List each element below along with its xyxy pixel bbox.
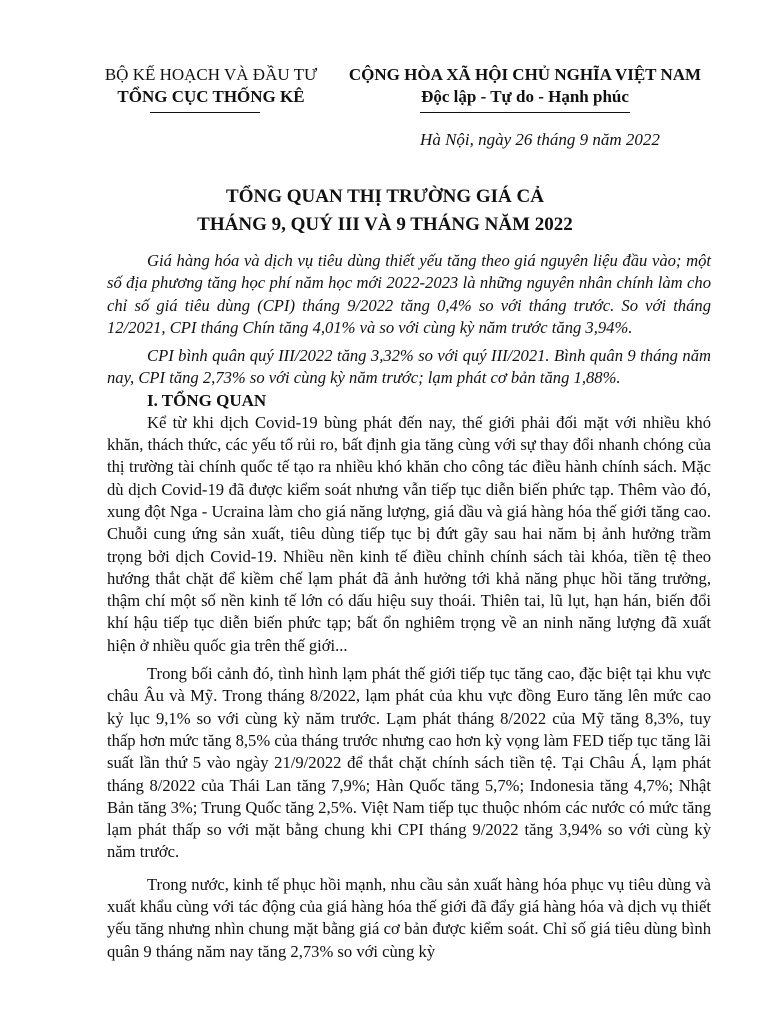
national-header: [335, 64, 715, 108]
summary-paragraph: Giá hàng hóa và dịch vụ tiêu dùng thiết yếu tăng theo giá nguyên liệu đầu vào; một số địa phương tăng học phí năm học mới 2022-2023 là những nguyên nhân chính làm cho chỉ số giá tiêu dùng (CPI) tháng 9/2022 tăng 0,4% so với tháng trước. So với tháng 12/2021, CPI tháng Chín tăng 4,01% và so với cùng kỳ năm trước tăng 3,94%.: [107, 251, 711, 337]
body-paragraph: Trong nước, kinh tế phục hồi mạnh, nhu cầu sản xuất hàng hóa phục vụ tiêu dùng và xuất khẩu cùng với tác động của giá hàng hóa thế giới đã đẩy giá hàng hóa và dịch vụ thiết yếu tăng nhưng nhìn chung mặt bằng giá cơ bản được kiểm soát. Chỉ số giá tiêu dùng bình quân 9 tháng năm nay tăng 2,73% so với cùng kỳ: [107, 874, 711, 961]
motto-underline: [420, 112, 630, 113]
summary-paragraph: CPI bình quân quý III/2022 tăng 3,32% so với quý III/2021. Bình quân 9 tháng năm nay, CPI tăng 2,73% so với cùng kỳ năm trước; lạm phát cơ bản tăng 1,88%.: [107, 346, 711, 388]
ministry-name: BỘ KẾ HOẠCH VÀ ĐẦU TƯ: [104, 65, 318, 84]
country-name: CỘNG HÒA XÃ HỘI CHỦ NGHĨA VIỆT NAM: [348, 65, 702, 84]
office-name: TỔNG CỤC THỐNG KÊ: [117, 87, 305, 106]
body-paragraph: Trong bối cảnh đó, tình hình lạm phát thế giới tiếp tục tăng cao, đặc biệt tại khu vực châu Âu và Mỹ. Trong tháng 8/2022, lạm phát của khu vực đồng Euro tăng lên mức cao kỷ lục 9,1% so với cùng kỳ năm trước. Lạm phát tháng 8/2022 của Mỹ tăng 8,3%, tuy thấp hơn mức tăng 8,5% của tháng trước nhưng cao hơn kỳ vọng làm FED tiếp tục tăng lãi suất lần thứ 5 vào ngày 21/9/2022 để thắt chặt chính sách tiền tệ. Tại Châu Á, lạm phát tháng 8/2022 của Thái Lan tăng 7,9%; Hàn Quốc tăng 5,7%; Indonesia tăng 4,7%; Nhật Bản tăng 3%; Trung Quốc tăng 2,5%. Việt Nam tiếp tục thuộc nhóm các nước có mức tăng lạm phát thấp so với mặt bằng chung khi CPI tháng 9/2022 tăng 3,94% so với cùng kỳ năm trước.: [107, 664, 711, 862]
title-line-1: TỔNG QUAN THỊ TRƯỜNG GIÁ CẢ: [226, 186, 544, 207]
agency-header: [96, 64, 326, 108]
title-line-2: THÁNG 9, QUÝ III VÀ 9 THÁNG NĂM 2022: [197, 214, 573, 235]
document-date: Hà Nội, ngày 26 tháng 9 năm 2022: [420, 130, 660, 149]
document-title: [120, 183, 650, 239]
section-heading: I. TỔNG QUAN: [147, 390, 267, 410]
national-motto: Độc lập - Tự do - Hạnh phúc: [421, 87, 629, 106]
agency-underline: [150, 112, 260, 113]
document-body: [107, 250, 711, 963]
body-paragraph: Kể từ khi dịch Covid-19 bùng phát đến nay, thế giới phải đối mặt với nhiều khó khăn, thách thức, các yếu tố rủi ro, bất định gia tăng cùng với sự thay đổi nhanh chóng của thị trường tài chính quốc tế tạo ra nhiều khó khăn cho công tác điều hành chính sách. Mặc dù dịch Covid-19 đã được kiểm soát nhưng vẫn tiếp tục diễn biến phức tạp. Thêm vào đó, xung đột Nga - Ucraina làm cho giá năng lượng, giá dầu và giá hàng hóa thế giới tăng cao. Chuỗi cung ứng sản xuất, tiêu dùng tiếp tục bị đứt gãy sau hai năm bị ảnh hưởng trầm trọng bởi dịch Covid-19. Nhiều nền kinh tế điều chỉnh chính sách tài khóa, tiền tệ theo hướng thắt chặt để kiềm chế lạm phát đã ảnh hưởng tới khả năng phục hồi tăng trưởng, thậm chí một số nền kinh tế lớn có dấu hiệu suy thoái. Thiên tai, lũ lụt, hạn hán, biến đổi khí hậu tiếp tục diễn biến phức tạp; bất ổn nghiêm trọng về an ninh năng lượng đã xuất hiện ở nhiều quốc gia trên thế giới...: [107, 412, 711, 655]
